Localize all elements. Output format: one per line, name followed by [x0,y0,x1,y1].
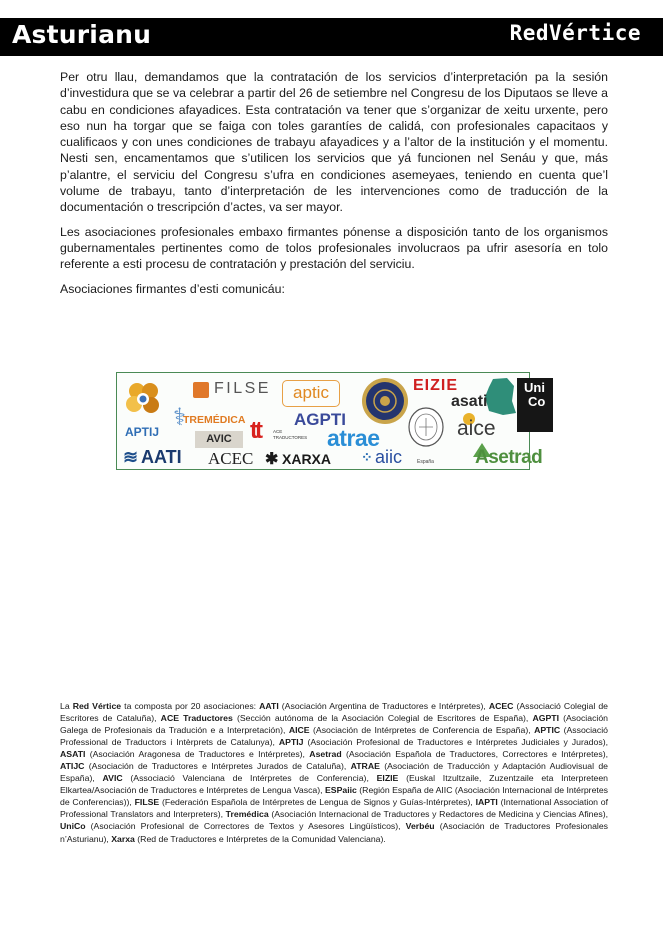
association-acronym: ASATI [60,749,86,760]
footer-text: (Associació Valenciana de Intérpretes de Conferencia), [122,773,377,784]
footer-text: (Asociación Aragonesa de Traductores e Intérpretes), [85,749,310,760]
eizie-logo: EIZIE [413,377,459,394]
footer-text: (Euskal Itzultzaile, Zuzentzaile eta Interpreteen Elkartea/Asociación de Traductores e Intérpretes de Lengua Vasca), [60,773,608,796]
filse-logo: FILSE [214,380,271,397]
footer-text: (Asociación Española de Traductores, Correctores e Intérpretes), [341,749,608,760]
association-acronym: IAPTI [475,797,498,808]
footer-text: (Asociación Argentina de Traductores e Intérpretes), [278,701,489,711]
unico-logo [517,378,553,432]
red-vertice-members-note [60,700,608,845]
xarxa-star-icon: ✱ [265,451,279,468]
association-acronym: AGPTI [532,713,559,724]
footer-text: (Asociación Profesional de Correctores de Textos y Asesores Lingüísticos), [85,821,406,832]
association-acronym: UniCo [60,821,86,832]
avic-logo: AVIC [195,431,243,448]
association-acronym: APTIJ [278,737,304,748]
ace-traductores-logo: tt [250,417,260,444]
association-acronym: Verbéu [405,821,435,832]
footer-text: (Federación Española de Intérpretes de Lengua de Signos y Guías-Intérpretes), [159,797,476,808]
language-title: Asturianu [12,20,152,49]
aati-wave-icon: ≋ [123,447,136,467]
red-vertice-logo: RedVértice [509,21,641,45]
footer-text: ta composta por 20 asociaciones: [121,701,260,711]
footer-text: (International Association of Professional Translators and Interpreters), [60,797,609,820]
association-acronym: ACEC [488,701,514,711]
footer-text: (Asociación de Traductores e Intérpretes Jurados de Cataluña), [84,761,351,772]
document-body [60,69,608,305]
footer-text: (Asociación de Traducción y Adaptación Audiovisual de España), [60,761,608,784]
footer-text: (Sección autónoma de la Asociación Colegial de Escritores de España), [232,713,533,724]
association-acronym: ATIJC [60,761,85,772]
unico-bottom: Co [528,394,546,409]
ace-traductores-label: ACE TRADUCTORES [273,429,308,440]
asetrad-logo: Asetrad [475,447,543,468]
association-acronym: ESPaiic [324,785,357,796]
aiic-logo: aiic [375,447,403,467]
association-acronym: Asetrad [309,749,342,760]
paragraph: Les asociaciones profesionales embaxo firmantes pónense a disposición tanto de los organismos gubernamentales pertinentes como de tolos profesionales involucraos pa ufrir asesoría en tolo referente a esti procesu de contratación y prestación del serviciu. [60,224,608,272]
tremedica-logo: TREMÉDICA [183,414,246,426]
footer-text: (Asociación Internacional de Traductores y Redactores de Medicina y Ciencias Afines), [268,809,608,820]
atrae-logo: atrae [327,425,380,451]
association-acronym: ACE Traductores [160,713,233,724]
paragraph: Per otru llau, demandamos que la contratación de los servicios d’interpretación pa la sesión d’investidura que se va celebrar a partir del 26 de setiembre nel Congresu de los Diputaos se lleve a cabu en condiciones afayadices. Esta contratación va tener que s’organizar de xeitu urxente, pero eso nun ha torgar que se faiga con toles garantíes de calidá, con profesionales capacitaos y cualificaos y con unes condiciones de trabayu afayadices y a l’altor de la institución y el momentu. Nesti sen, encamentamos que s’utilicen los servicios que yá funcionen nel Senáu y que, más p’alantre, el serviciu del Congresu s’ufra en condiciones asemeyaes, teniendo en cuenta que’l volume de trabayu, tanto d’interpretación de les intervenciones como de traducción de la documentación o trescripción d’actes, va ser mayor. [60,70,608,215]
footer-text: (Associació Professional de Traductors i Intèrprets de Catalunya), [60,725,608,748]
association-acronym: FILSE [134,797,160,808]
header-bar [0,18,663,56]
unico-top: Uni [524,380,545,395]
signatory-logos-panel [116,372,546,470]
association-acronym: ATRAE [350,761,380,772]
footer-text: (Associació Colegial de Escritores de Cataluña), [60,701,609,724]
aptic-logo: aptic [282,380,340,407]
aiic-dots-icon: ⁘ [361,449,373,465]
association-acronym: APTIC [534,725,561,736]
footer-text: (Asociación Galega de Profesionais da Tradución e a Interpretación), [60,713,609,736]
association-acronym: Xarxa [111,833,135,844]
acec-logo: ACEC [208,449,254,468]
association-acronym: Red Vértice [72,701,122,711]
association-acronym: Tremédica [225,809,269,820]
footer-text: (Asociación Profesional de Traductores e Intérpretes Judiciales y Jurados), [303,737,608,748]
verbeu-seal-icon [407,406,445,448]
xarxa-logo: XARXA [282,451,332,467]
aice-logo: aice [457,417,496,440]
aati-logo: AATI [141,447,182,467]
tremedica-caduceus-icon: ⚕ [173,404,186,431]
aiic-region-label: España [417,459,434,465]
footer-text: (Red de Traductores e Intérpretes de la Comunidad Valenciana). [134,833,386,844]
footer-text: (Asociación de Intérpretes de Conferencia de España), [309,725,535,736]
filse-mark-icon [193,382,209,398]
footer-text: (Región España de AIIC (Asociación Internacional de Intérpretes de Conferencias)), [60,785,608,808]
agpti-logo: AGPTI [294,410,346,429]
asati-map-icon [483,377,517,417]
asati-logo: asati [451,393,488,410]
association-acronym: EIZIE [376,773,399,784]
association-acronym: AICE [288,725,310,736]
association-acronym: AATI [259,701,279,711]
footer-text: (Asociación de Traductores Profesionales n’Asturianu), [60,821,609,844]
aptij-logo: APTIJ [125,425,160,439]
iapti-seal-icon [361,377,409,425]
paragraph: Asociaciones firmantes d’esti comunicáu: [60,281,285,296]
aptij-emblem-icon [123,379,163,419]
association-acronym: AVIC [102,773,123,784]
footer-text: La [60,701,73,711]
